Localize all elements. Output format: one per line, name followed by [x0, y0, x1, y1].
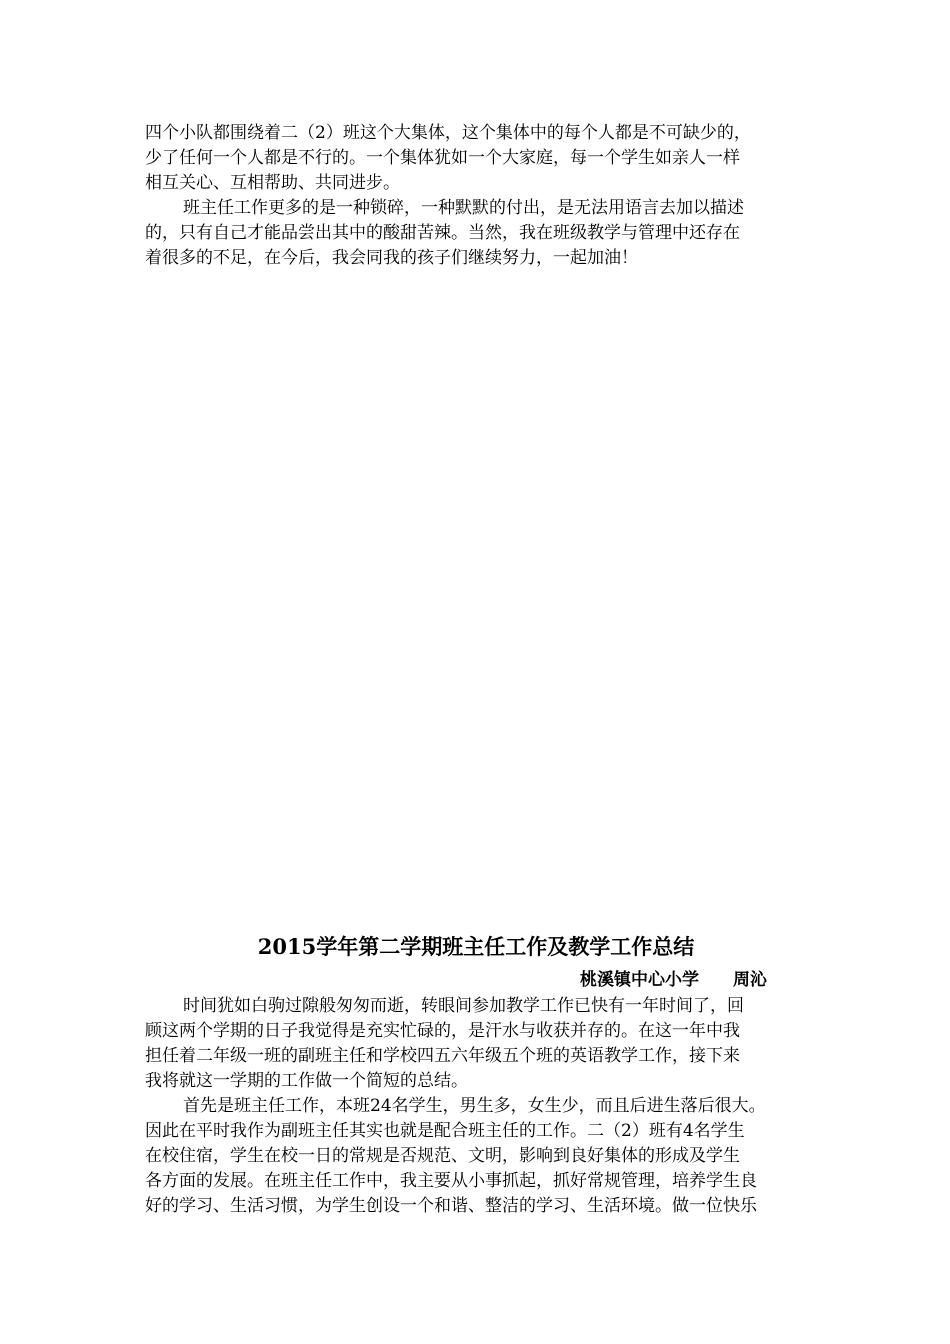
author-name: 周沁: [733, 970, 767, 990]
previous-page-text: [145, 121, 807, 271]
text-line: 少了任何一个人都是不行的。一个集体犹如一个大家庭，每一个学生如亲人一样: [145, 148, 740, 168]
text-line: 班主任工作更多的是一种锁碎，一种默默的付出，是无法用语言去加以描述: [183, 198, 744, 218]
text-line: 担任着二年级一班的副班主任和学校四五六年级五个班的英语教学工作，接下来: [145, 1046, 740, 1066]
text-line: 的，只有自己才能品尝出其中的酸甜苦辣。当然，我在班级教学与管理中还存在: [145, 223, 740, 243]
report-body: [145, 994, 807, 1219]
text-line: 各方面的发展。在班主任工作中，我主要从小事抓起，抓好常规管理，培养学生良: [145, 1171, 757, 1191]
text-line: 好的学习、生活习惯，为学生创设一个和谐、整洁的学习、生活环境。做一位快乐: [145, 1196, 757, 1216]
text-line: 我将就这一学期的工作做一个简短的总结。: [145, 1071, 468, 1091]
text-line: 着很多的不足，在今后，我会同我的孩子们继续努力，一起加油！: [145, 248, 638, 268]
text-line: 首先是班主任工作，本班24名学生，男生多，女生少，而且后进生落后很大。: [183, 1096, 766, 1116]
text-line: 相互关心、互相帮助、共同进步。: [145, 173, 400, 193]
text-line: 在校住宿，学生在校一日的常规是否规范、文明，影响到良好集体的形成及学生: [145, 1146, 740, 1166]
text-line: 四个小队都围绕着二（2）班这个大集体，这个集体中的每个人都是不可缺少的，: [145, 123, 751, 143]
school-name: 桃溪镇中心小学: [580, 970, 699, 990]
text-line: 因此在平时我作为副班主任其实也就是配合班主任的工作。二（2）班有4名学生: [145, 1121, 745, 1141]
text-line: 顾这两个学期的日子我觉得是充实忙碌的，是汗水与收获并存的。在这一年中我: [145, 1021, 740, 1041]
text-line: 时间犹如白驹过隙般匆匆而逝，转眼间参加教学工作已快有一年时间了，回: [183, 996, 744, 1016]
byline: [145, 968, 767, 993]
report-title: 2015学年第二学期班主任工作及教学工作总结: [257, 934, 695, 959]
